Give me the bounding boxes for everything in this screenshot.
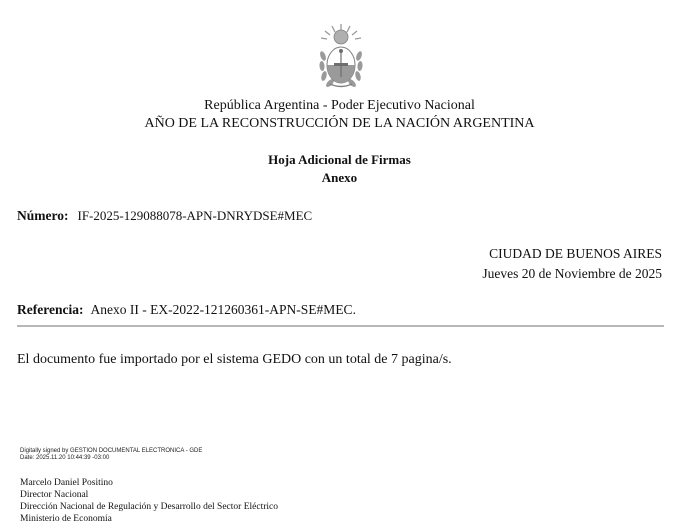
- signer-name: Marcelo Daniel Positino: [20, 478, 113, 488]
- referencia-row: [17, 301, 356, 319]
- year-motto: AÑO DE LA RECONSTRUCCIÓN DE LA NACIÓN ARGENTINA: [144, 116, 535, 131]
- argentina-coat-of-arms-icon: [318, 22, 364, 90]
- document-title: Hoja Adicional de Firmas: [268, 152, 411, 167]
- signer-position: Director Nacional: [20, 490, 89, 500]
- numero-label: Número:: [17, 208, 69, 223]
- signer-ministry: Ministerio de Economía: [20, 514, 112, 524]
- digital-signature-stamp: [20, 448, 202, 462]
- numero-row: [17, 207, 312, 225]
- referencia-label: Referencia:: [17, 302, 84, 317]
- stamp-signed-by: Digitally signed by GESTION DOCUMENTAL ELECTRONICA - GDE: [20, 448, 203, 454]
- signer-block: [20, 477, 278, 525]
- city: CIUDAD DE BUENOS AIRES: [489, 246, 662, 261]
- signer-office: Dirección Nacional de Regulación y Desarrollo del Sector Eléctrico: [20, 502, 278, 512]
- section-divider: [17, 325, 664, 327]
- numero-value: IF-2025-129088078-APN-DNRYDSE#MEC: [77, 208, 313, 223]
- document-subtitle: Anexo: [321, 170, 358, 185]
- government-header: República Argentina - Poder Ejecutivo Nacional: [204, 98, 475, 113]
- stamp-date: Date: 2025.11.20 10:44:39 -03:00: [20, 455, 110, 461]
- body-text: El documento fue importado por el sistema GEDO con un total de 7 pagina/s.: [17, 352, 452, 367]
- referencia-value: Anexo II - EX-2022-121260361-APN-SE#MEC.: [90, 302, 356, 317]
- date: Jueves 20 de Noviembre de 2025: [482, 266, 662, 281]
